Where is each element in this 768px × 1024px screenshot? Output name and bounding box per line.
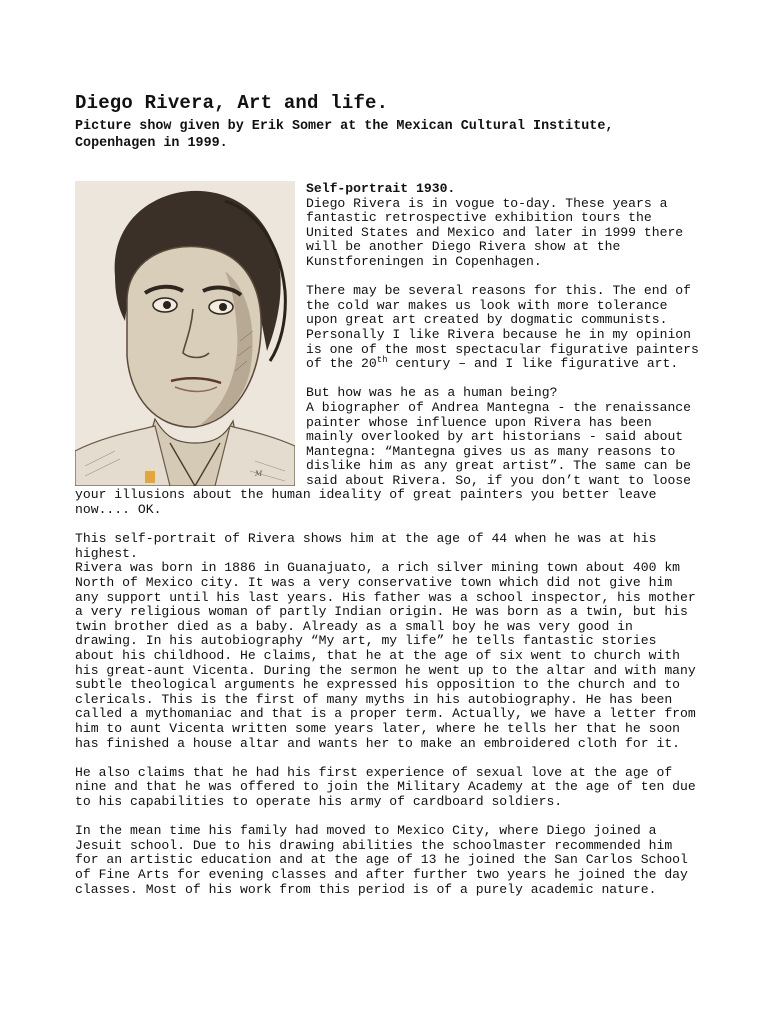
svg-text:M: M (255, 470, 263, 478)
paragraph-lead-line: This self-portrait of Rivera shows him at the age of 44 when he was at his highest. (75, 531, 657, 561)
paragraph-text: Diego Rivera is in vogue to-day. These years a fantastic retrospective exhibition tours the United States and Mexico and later in 1999 there will be another Diego Rivera show at the Kunstforeningen in Copenhagen. (306, 195, 684, 269)
ordinal-superscript: th (376, 355, 388, 366)
paragraph-heading-line: But how was he as a human being? (306, 385, 558, 401)
paragraph-text: Rivera was born in 1886 in Guanajuato, a rich silver mining town about 400 km North of Mexico city. It was a very conservative town which did not give him any support until his last years. His father was a school inspector, his mother a very religious woman of partly Indian origin. He was born as a twin, but his twin brother died as a baby. Already as a small boy he was very good in drawing. In his autobiography “My art, my life” he tells fantastic stories about his childhood. He claims, that he at the age of six went to church with his great-aunt Vicenta. During the sermon he went up to the altar and with many subtle theological arguments he expressed his opposition to the church and to clericals. This is the first of many myths in his autobiography. He has been called a mythomaniac and that is a proper term. Actually, we have a letter from him to aunt Vicenta written some years later, where he tells her that he soon has finished a house altar and wants her to make an embroidered cloth for it. (75, 560, 696, 751)
article-body (75, 182, 700, 912)
childhood-paragraph (75, 532, 700, 751)
schooling-paragraph: In the mean time his family had moved to Mexico City, where Diego joined a Jesuit school. Due to his drawing abilities the schoolmaster recommended him for an artistic education and at the age of 13 he joined the San Carlos School of Fine Arts for evening classes and after further two years he joined the day classes. Most of his work from this period is of a purely academic nature. (75, 823, 688, 897)
document-title: Diego Rivera, Art and life. (75, 92, 389, 114)
figure-caption: Self-portrait 1930. (306, 181, 456, 196)
paragraph-text: century – and I like figurative art. (387, 356, 679, 372)
paragraph-text: A biographer of Andrea Mantegna - the renaissance painter whose influence upon Rivera has been mainly overlooked by art historians - said about Mantegna: “Mantegna gives us as many reasons to dislike him as any great artist”. The same can be said about Rivera. So, if you don’t want to loose your illusions about the human ideality of great painters you better leave now.... OK. (75, 399, 692, 518)
military-paragraph: He also claims that he had his first experience of sexual love at the age of nine and that he was offered to join the Military Academy at the age of ten due to his capabilities to operate his army of cardboard soldiers. (75, 764, 696, 809)
document-subtitle: Picture show given by Erik Somer at the Mexican Cultural Institute, Copenhagen in 1999. (75, 119, 614, 151)
portrait-spacer (75, 182, 306, 488)
paragraph-text: There may be several reasons for this. The end of the cold war makes us look with more tolerance upon great art created by dogmatic communists. Personally I like Rivera because he in my opinion is one of the most spectacular figurative painters of the 20 (306, 283, 699, 372)
